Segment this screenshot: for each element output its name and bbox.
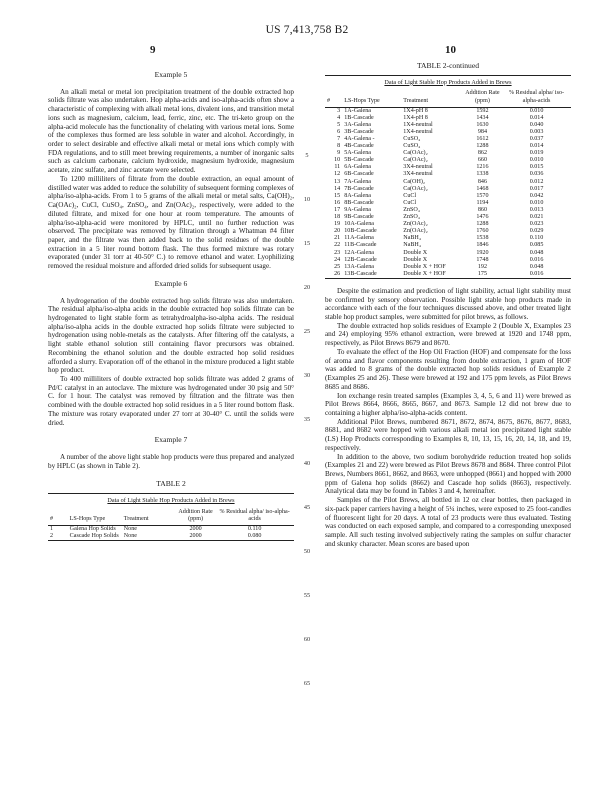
- table-cell: 0.014: [529, 114, 544, 121]
- table-cell: 11: [334, 164, 341, 171]
- table-cell: Double X + HOF: [403, 270, 446, 277]
- table-cell: 0.037: [529, 136, 544, 142]
- table-cell: 2: [50, 533, 54, 540]
- table-cell: 13: [334, 178, 341, 185]
- table-cell: 1X4-pH 8: [403, 114, 428, 121]
- table-cell: 13A-Galena: [344, 263, 374, 270]
- table-cell: 1288: [476, 221, 489, 228]
- table-cell: 25: [334, 263, 341, 270]
- table-cell: 10B-Cascade: [344, 228, 377, 235]
- table-cell: Double X: [403, 249, 428, 256]
- table-cell: 1434: [476, 114, 489, 121]
- table-row: [325, 264, 571, 271]
- table-cell: 0.012: [529, 178, 544, 185]
- table-cell: 7B-Cascade: [344, 185, 374, 192]
- table-cell: 0.010: [529, 157, 544, 164]
- table-2: [48, 493, 294, 541]
- table-cell: 0.036: [529, 171, 544, 178]
- table-cell: 13B-Cascade: [344, 270, 377, 277]
- table-cell: 175: [477, 270, 487, 277]
- column-header: % Residual alpha/ iso-alpha-acids: [215, 509, 294, 526]
- table-cell: 12B-Cascade: [344, 256, 377, 263]
- table-row: [325, 207, 571, 214]
- table-row: [325, 200, 571, 207]
- line-number: 10: [303, 196, 311, 203]
- table-cell: 2000: [189, 526, 202, 533]
- example-5-heading: Example 5: [154, 70, 188, 79]
- table-cell: 8A-Galena: [344, 192, 371, 199]
- paragraph: In addition to the above, two sodium borohydride reduction treated hop solids (Examples 21 and 22) were brewed as Pilot Brews 8678 and 8684. Three control Pilot Brews, Numbers 8661, 8662, and 8663, were unhopped (8661) and hopped with 2000 ppm of Galena hop solids (8662) and Cascade hop solids (8663), respectively. Analytical data may be found in Tables 3 and 4, hereinafter.: [325, 452, 571, 496]
- table-cell: 1630: [476, 121, 489, 128]
- paragraph: To 400 milliliters of double extracted hop solids filtrate was added 2 grams of Pd/C catalyst in an autoclave. The mixture was hydrogenated under 30 psig and 50° C. for 1 hour. The catalyst was removed by filtration and the filtrate was then combined with the double extracted hop solid residues in a 5 liter round bottom flask. The mixture was rotary evaporated under 27 torr at 30-40° C. until the solids were dried.: [48, 375, 294, 427]
- table-cell: 2000: [189, 533, 202, 540]
- table-row: [48, 533, 294, 540]
- paragraph: To evaluate the effect of the Hop Oil Fraction (HOF) and compensate for the loss of aroma and flavor components resulting from double extraction, 1 gram of HOF was added to 8 grams of the double extracted hop solids residues of Example 2 (Examples 25 and 26). These were brewed at 192 and 175 ppm levels, as Pilot Brews 8685 and 8686.: [325, 347, 571, 391]
- table-cell: 17: [334, 206, 341, 213]
- table-cell: ZnSO₄: [403, 206, 420, 213]
- table-body: [325, 107, 571, 278]
- table-cell: 0.048: [529, 249, 544, 256]
- table-cell: 1760: [476, 228, 489, 235]
- line-number: 15: [303, 240, 311, 247]
- table-row: [325, 179, 571, 186]
- line-number: 20: [303, 284, 311, 291]
- table-cell: 26: [334, 270, 341, 277]
- table-cell: 1194: [476, 199, 489, 206]
- table-caption: TABLE 2: [156, 479, 186, 489]
- table-cell: 846: [477, 178, 487, 185]
- line-number: 5: [305, 152, 309, 159]
- table-cell: 1538: [476, 235, 489, 242]
- paragraph: A hydrogenation of the double extracted hop solids filtrate was also undertaken. The residual alpha/iso-alpha acids in the double extracted hop solids filtrate can be hydrogenated to light stable form as tetrahydroalpha-iso-alpha acids. The residual alpha/iso-alpha acids in the double extracted hop solids filtrate were subjected to hydrogenation using noble-metals as the catalysts. After filtering off the catalysts, a light stable ethanol solution still containing flavor precursors was obtained. Recombining the ethanol solution and the double extracted hop solid residues afforded a slurry. Evaporation off of the ethanol in the mixture produced a light stable hop product.: [48, 296, 294, 375]
- page-number-left: 9: [150, 44, 156, 56]
- table-cell: 9A-Galena: [344, 206, 371, 213]
- right-column: [325, 62, 571, 548]
- table-cell: 0.003: [529, 128, 544, 135]
- page-number-right: 10: [445, 44, 456, 56]
- paragraph: Additional Pilot Brews, numbered 8671, 8672, 8674, 8675, 8676, 8677, 8683, 8681, and 8682 were hopped with various alkali metal ion precipitated light stable (LS) Hop Products corresponding to Examples 8, 10, 13, 15, 16, 20, 14, 18, and 19, respectively.: [325, 417, 571, 452]
- table-cell: 1288: [476, 143, 489, 150]
- table-cell: 1570: [476, 192, 489, 199]
- table-cell: 1216: [476, 164, 489, 171]
- table-cell: 23: [334, 249, 341, 256]
- table-cell: 5: [337, 121, 341, 128]
- table-subtitle: Data of Light Stable Hop Products Added in Brews: [107, 497, 235, 505]
- line-number: 40: [303, 460, 311, 467]
- table-cell: NaBH₄: [403, 242, 421, 249]
- table-subtitle: Data of Light Stable Hop Products Added in Brews: [384, 78, 512, 86]
- table-cell: 6A-Galena: [344, 164, 371, 171]
- table-cell: CuSO₄: [403, 143, 421, 150]
- table-cell: 7A-Galena: [344, 178, 371, 185]
- table-cell: Zn(OAc)₂: [403, 221, 428, 228]
- table-cell: 1X4-pH 8: [403, 107, 428, 114]
- table-cell: 12A-Galena: [344, 249, 374, 256]
- line-number: 35: [303, 416, 311, 423]
- table-cell: CuSO₄: [403, 136, 421, 142]
- table-cell: 0.029: [529, 228, 544, 235]
- table-cell: 0.019: [529, 150, 544, 157]
- table-cell: 11B-Cascade: [344, 242, 377, 249]
- line-number: 55: [303, 592, 311, 599]
- table-cell: 0.110: [529, 235, 544, 242]
- table-cell: NaBH₄: [403, 235, 421, 242]
- table-cell: 1920: [476, 249, 489, 256]
- table-cell: CuCl: [403, 199, 417, 206]
- table-cell: ZnSO₄: [403, 214, 420, 221]
- table-cell: 1592: [476, 107, 489, 114]
- table-cell: Double X + HOF: [403, 263, 446, 270]
- table-cell: 984: [477, 128, 487, 135]
- paragraph: A number of the above light stable hop products were thus prepared and analyzed by HPLC (as shown in Table 2).: [48, 453, 294, 470]
- table-row: [325, 235, 571, 242]
- table-cell: 0.013: [529, 206, 544, 213]
- table-row: [325, 157, 571, 164]
- table-cell: Galena Hop Solids: [69, 526, 116, 533]
- table-cell: 3B-Cascade: [344, 128, 374, 135]
- table-row: [48, 526, 294, 534]
- table-cell: 0.080: [247, 533, 262, 540]
- table-row: [325, 150, 571, 157]
- table-cell: Cascade Hop Solids: [69, 533, 119, 540]
- paragraph: Despite the estimation and prediction of light stability, actual light stability must be confirmed by sensory observation. Possible light stable hop products made in accordance with each of the four techniques discussed above, and other treated light stable hop product samples, were submitted for pilot brews, as follows.: [325, 286, 571, 322]
- paragraph: Ion exchange resin treated samples (Examples 3, 4, 5, 6 and 11) were brewed as Pilot Brews 8664, 8666, 8665, 8667, and 8673. Sample 12 did not brew due to containing a higher alpha/iso-alpha-acids content.: [325, 391, 571, 417]
- table-cell: 1X4-neutral: [403, 128, 433, 135]
- table-cell: 6: [337, 128, 341, 135]
- table-row: [325, 164, 571, 171]
- table-cell: 16: [334, 199, 341, 206]
- line-number: 50: [303, 548, 311, 555]
- table-cell: 0.021: [529, 214, 544, 221]
- line-number: 45: [303, 504, 311, 511]
- left-column: [48, 62, 294, 541]
- column-header: Addition Rate (ppm): [463, 90, 502, 107]
- table-cell: 1468: [476, 185, 489, 192]
- table-row: [325, 271, 571, 278]
- paragraph: Samples of the Pilot Brews, all bottled in 12 oz clear bottles, then packaged in six-pack paper carriers having a height of 5¼ inches, were exposed to 25 foot-candles of fluorescent light for 20 days. A total of 23 products were thus evaluated. Testing was conducted on each exposed sample, and compared to a corresponding unexposed sample. All such testing involved subjectively rating the samples on sulfur character and skunky character. Mean scores are based upon: [325, 496, 571, 548]
- table-cell: 0.016: [529, 270, 544, 277]
- column-header: LS-Hops Type: [68, 509, 122, 526]
- table-row: [325, 143, 571, 150]
- table-cell: 192: [477, 263, 487, 270]
- table-cell: Ca(OAc)₂: [403, 185, 428, 192]
- table-cell: 14: [334, 185, 341, 192]
- table-cell: 18: [334, 214, 341, 221]
- table-cell: 1X4-neutral: [403, 121, 433, 128]
- paragraph: To 1200 milliliters of filtrate from the double extraction, an equal amount of distilled water was added to reduce the solubility of subsequent forming complexes of alpha/iso-alpha-acids. From 1 to 5 grams of the alkali metal or metal salts, Ca(OH)₂, Ca(OAc)₂, CuCl, CuSO₄, ZnSO₄, and Zn(OAc)₂, respectively, were added to the diluted filtrate, and mixed for one hour at room temperature. The amounts of alpha/iso-alpha-acid were monitored by HPLC, until no further reduction was observed. The precipitate was removed by filtration through a Whatman #4 filter paper, and the filtrate was then added back to the solid residues of the double extraction in a 5 liter round bottom flask. The thus formed mixture was rotary evaporated (under 31 torr at 40-50° C.) to remove ethanol and water. Lyophilizing removed the residual moisture and afforded dried solids for subsequent usage.: [48, 174, 294, 271]
- patent-number: US 7,413,758 B2: [265, 24, 349, 36]
- table-row: [325, 136, 571, 143]
- column-header: % Residual alpha/ iso-alpha-acids: [502, 90, 571, 107]
- table-cell: 20: [334, 228, 341, 235]
- table-cell: 0.015: [529, 164, 544, 171]
- table-cell: 12: [334, 171, 341, 178]
- table-cell: 4A-Galena -: [344, 136, 375, 142]
- table-cell: 0.016: [529, 256, 544, 263]
- table-cell: 10A-Galena: [344, 221, 374, 228]
- table-cell: 1: [50, 526, 54, 533]
- paragraph: The double extracted hop solids residues of Example 2 (Double X, Examples 23 and 24) employing 95% ethanol extraction, were brewed at 1920 and 1748 ppm, respectively, as Pilot Brews 8679 and 8670.: [325, 321, 571, 348]
- table-cell: 1846: [476, 242, 489, 249]
- table-row: [325, 107, 571, 115]
- example-6-heading: Example 6: [154, 278, 188, 288]
- table-cell: 1A-Galena: [344, 107, 371, 114]
- table-cell: Zn(OAc)₂: [403, 228, 428, 235]
- table-cell: 4: [337, 114, 341, 121]
- table-cell: 860: [477, 206, 487, 213]
- table-cell: 1338: [476, 171, 489, 178]
- table-cell: 4B-Cascade: [344, 143, 374, 150]
- table-2-continued: [325, 75, 571, 279]
- table-cell: 19: [334, 221, 341, 228]
- table-cell: 862: [477, 150, 487, 157]
- table-cell: 0.040: [529, 121, 544, 128]
- table-row: [325, 214, 571, 221]
- table-cell: 0.014: [529, 143, 544, 150]
- table-cell: Double X: [403, 256, 428, 263]
- table-caption: TABLE 2-continued: [416, 61, 480, 70]
- table-cell: 1B-Cascade: [344, 114, 374, 121]
- table-cell: 0.010: [529, 199, 544, 206]
- table-cell: None: [123, 526, 137, 533]
- table-cell: 0.110: [247, 526, 262, 533]
- table-cell: 0.017: [529, 185, 544, 192]
- table-cell: 3X4-neutral: [403, 171, 433, 178]
- table-cell: Ca(OH)₂: [403, 178, 426, 185]
- line-number: 60: [303, 636, 311, 643]
- table-row: [325, 193, 571, 200]
- table-cell: 3X4-neutral: [403, 164, 433, 171]
- table-cell: 7: [337, 136, 341, 142]
- table-row: [325, 186, 571, 193]
- column-header: Addition Rate (ppm): [176, 509, 215, 526]
- table-cell: 660: [477, 157, 487, 164]
- table-cell: 0.010: [529, 107, 544, 114]
- column-header: #: [325, 90, 342, 107]
- table-cell: 10: [334, 157, 341, 164]
- table-cell: 0.042: [529, 192, 544, 199]
- column-header: #: [48, 509, 68, 526]
- table-row: [325, 122, 571, 129]
- table-cell: 1748: [476, 256, 489, 263]
- table-cell: 3A-Galena: [344, 121, 371, 128]
- table-row: [325, 228, 571, 235]
- table-cell: 8B-Cascade: [344, 199, 374, 206]
- table-cell: 24: [334, 256, 341, 263]
- table-cell: 9B-Cascade: [344, 214, 374, 221]
- table-cell: 6B-Cascade: [344, 171, 374, 178]
- table-cell: 9: [337, 150, 341, 157]
- table-cell: 15: [334, 192, 341, 199]
- table-cell: 11A-Galena: [344, 235, 374, 242]
- table-row: [325, 115, 571, 122]
- table-row: [325, 257, 571, 264]
- table-cell: 1612: [476, 136, 489, 142]
- table-cell: CuCl: [403, 192, 417, 199]
- table-cell: Ca(OAc)₂: [403, 150, 428, 157]
- column-header: Treatment: [401, 90, 463, 107]
- table-cell: None: [123, 533, 137, 540]
- table-cell: Ca(OAc)₂: [403, 157, 428, 164]
- example-7-heading: Example 7: [154, 435, 188, 445]
- table-row: [325, 242, 571, 249]
- table-row: [325, 171, 571, 178]
- table-cell: 0.048: [529, 263, 544, 270]
- table-row: [325, 250, 571, 257]
- line-number: 65: [303, 680, 311, 687]
- column-header: Treatment: [122, 509, 176, 526]
- line-number: 30: [303, 372, 311, 379]
- table-cell: 0.085: [529, 242, 544, 249]
- table-cell: 5A-Galena: [344, 150, 371, 157]
- paragraph: An alkali metal or metal ion precipitation treatment of the double extracted hop solids filtrate was also undertaken. Hop alpha-acids and iso-alpha-acids often show a characteristic of complexing with alkali metal ions, divalent ions, and transition metal ions such as magnesium, calcium, lead, ferric, zinc, etc. The tri-keto group on the alpha-acid molecule has the functionality of chelating with various metal ions. Some of the complexes thus formed are less soluble in water and alcohol. Accordingly, in order to select desirable and effective alkali metal or metal ions which comply with FDA regulations, and to still meet brewing requirements, a number of inorganic salts such as calcium carbonate, calcium hydroxide, magnesium hydroxide, magnesium acetate, zinc sulfate, and zinc acetate were selected.: [48, 87, 294, 175]
- table-cell: 0.023: [529, 221, 544, 228]
- table-cell: 22: [334, 242, 341, 249]
- table-cell: 21: [334, 235, 341, 242]
- line-number: 25: [303, 328, 311, 335]
- table-cell: 8: [337, 143, 341, 150]
- column-header: LS-Hops Type: [342, 90, 401, 107]
- table-row: [325, 129, 571, 136]
- table-cell: 5B-Cascade: [344, 157, 374, 164]
- table-cell: 3: [337, 107, 341, 114]
- table-cell: 1476: [476, 214, 489, 221]
- table-row: [325, 221, 571, 228]
